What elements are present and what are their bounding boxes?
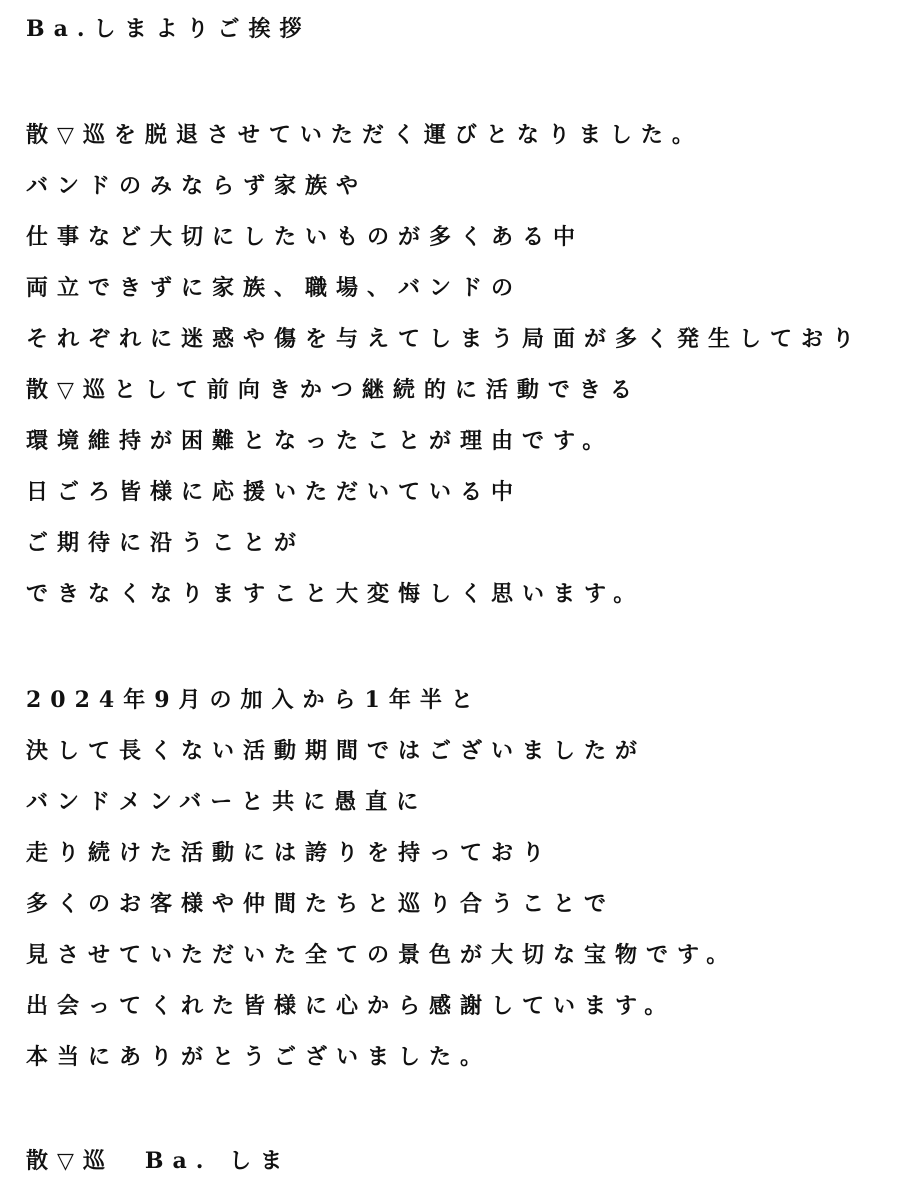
paragraph-1-line-3: 仕事など大切にしたいものが多くある中 bbox=[26, 224, 585, 250]
signature: 散▽巡 Ba. しま bbox=[26, 1148, 292, 1174]
paragraph-2-line-7: 出会ってくれた皆様に心から感謝しています。 bbox=[26, 993, 676, 1019]
paragraph-1-line-6: 散▽巡として前向きかつ継続的に活動できる bbox=[26, 377, 641, 403]
paragraph-1-line-8: 日ごろ皆様に応援いただいている中 bbox=[26, 479, 523, 505]
paragraph-2-line-3: バンドメンバーと共に愚直に bbox=[26, 789, 428, 815]
paragraph-1-line-5: それぞれに迷惑や傷を与えてしまう局面が多く発生しており bbox=[26, 326, 864, 352]
paragraph-2-line-8: 本当にありがとうございました。 bbox=[26, 1044, 492, 1070]
document-title: Ba.しまよりご挨拶 bbox=[26, 16, 311, 42]
paragraph-1-line-10: できなくなりますこと大変悔しく思います。 bbox=[26, 581, 645, 607]
paragraph-1-line-4: 両立できずに家族、職場、バンドの bbox=[26, 275, 523, 301]
paragraph-1-line-2: バンドのみならず家族や bbox=[26, 173, 368, 199]
paragraph-2-line-1: 2024年9月の加入から1年半と bbox=[26, 687, 482, 713]
paragraph-1-line-9: ご期待に沿うことが bbox=[26, 530, 306, 556]
paragraph-1-line-1: 散▽巡を脱退させていただく運びとなりました。 bbox=[26, 122, 703, 148]
paragraph-1-line-7: 環境維持が困難となったことが理由です。 bbox=[26, 428, 614, 454]
paragraph-2-line-2: 決して長くない活動期間ではございましたが bbox=[26, 738, 647, 764]
paragraph-2-line-6: 見させていただいた全ての景色が大切な宝物です。 bbox=[26, 942, 738, 968]
paragraph-2-line-4: 走り続けた活動には誇りを持っており bbox=[26, 840, 554, 866]
paragraph-2-line-5: 多くのお客様や仲間たちと巡り合うことで bbox=[26, 891, 616, 917]
